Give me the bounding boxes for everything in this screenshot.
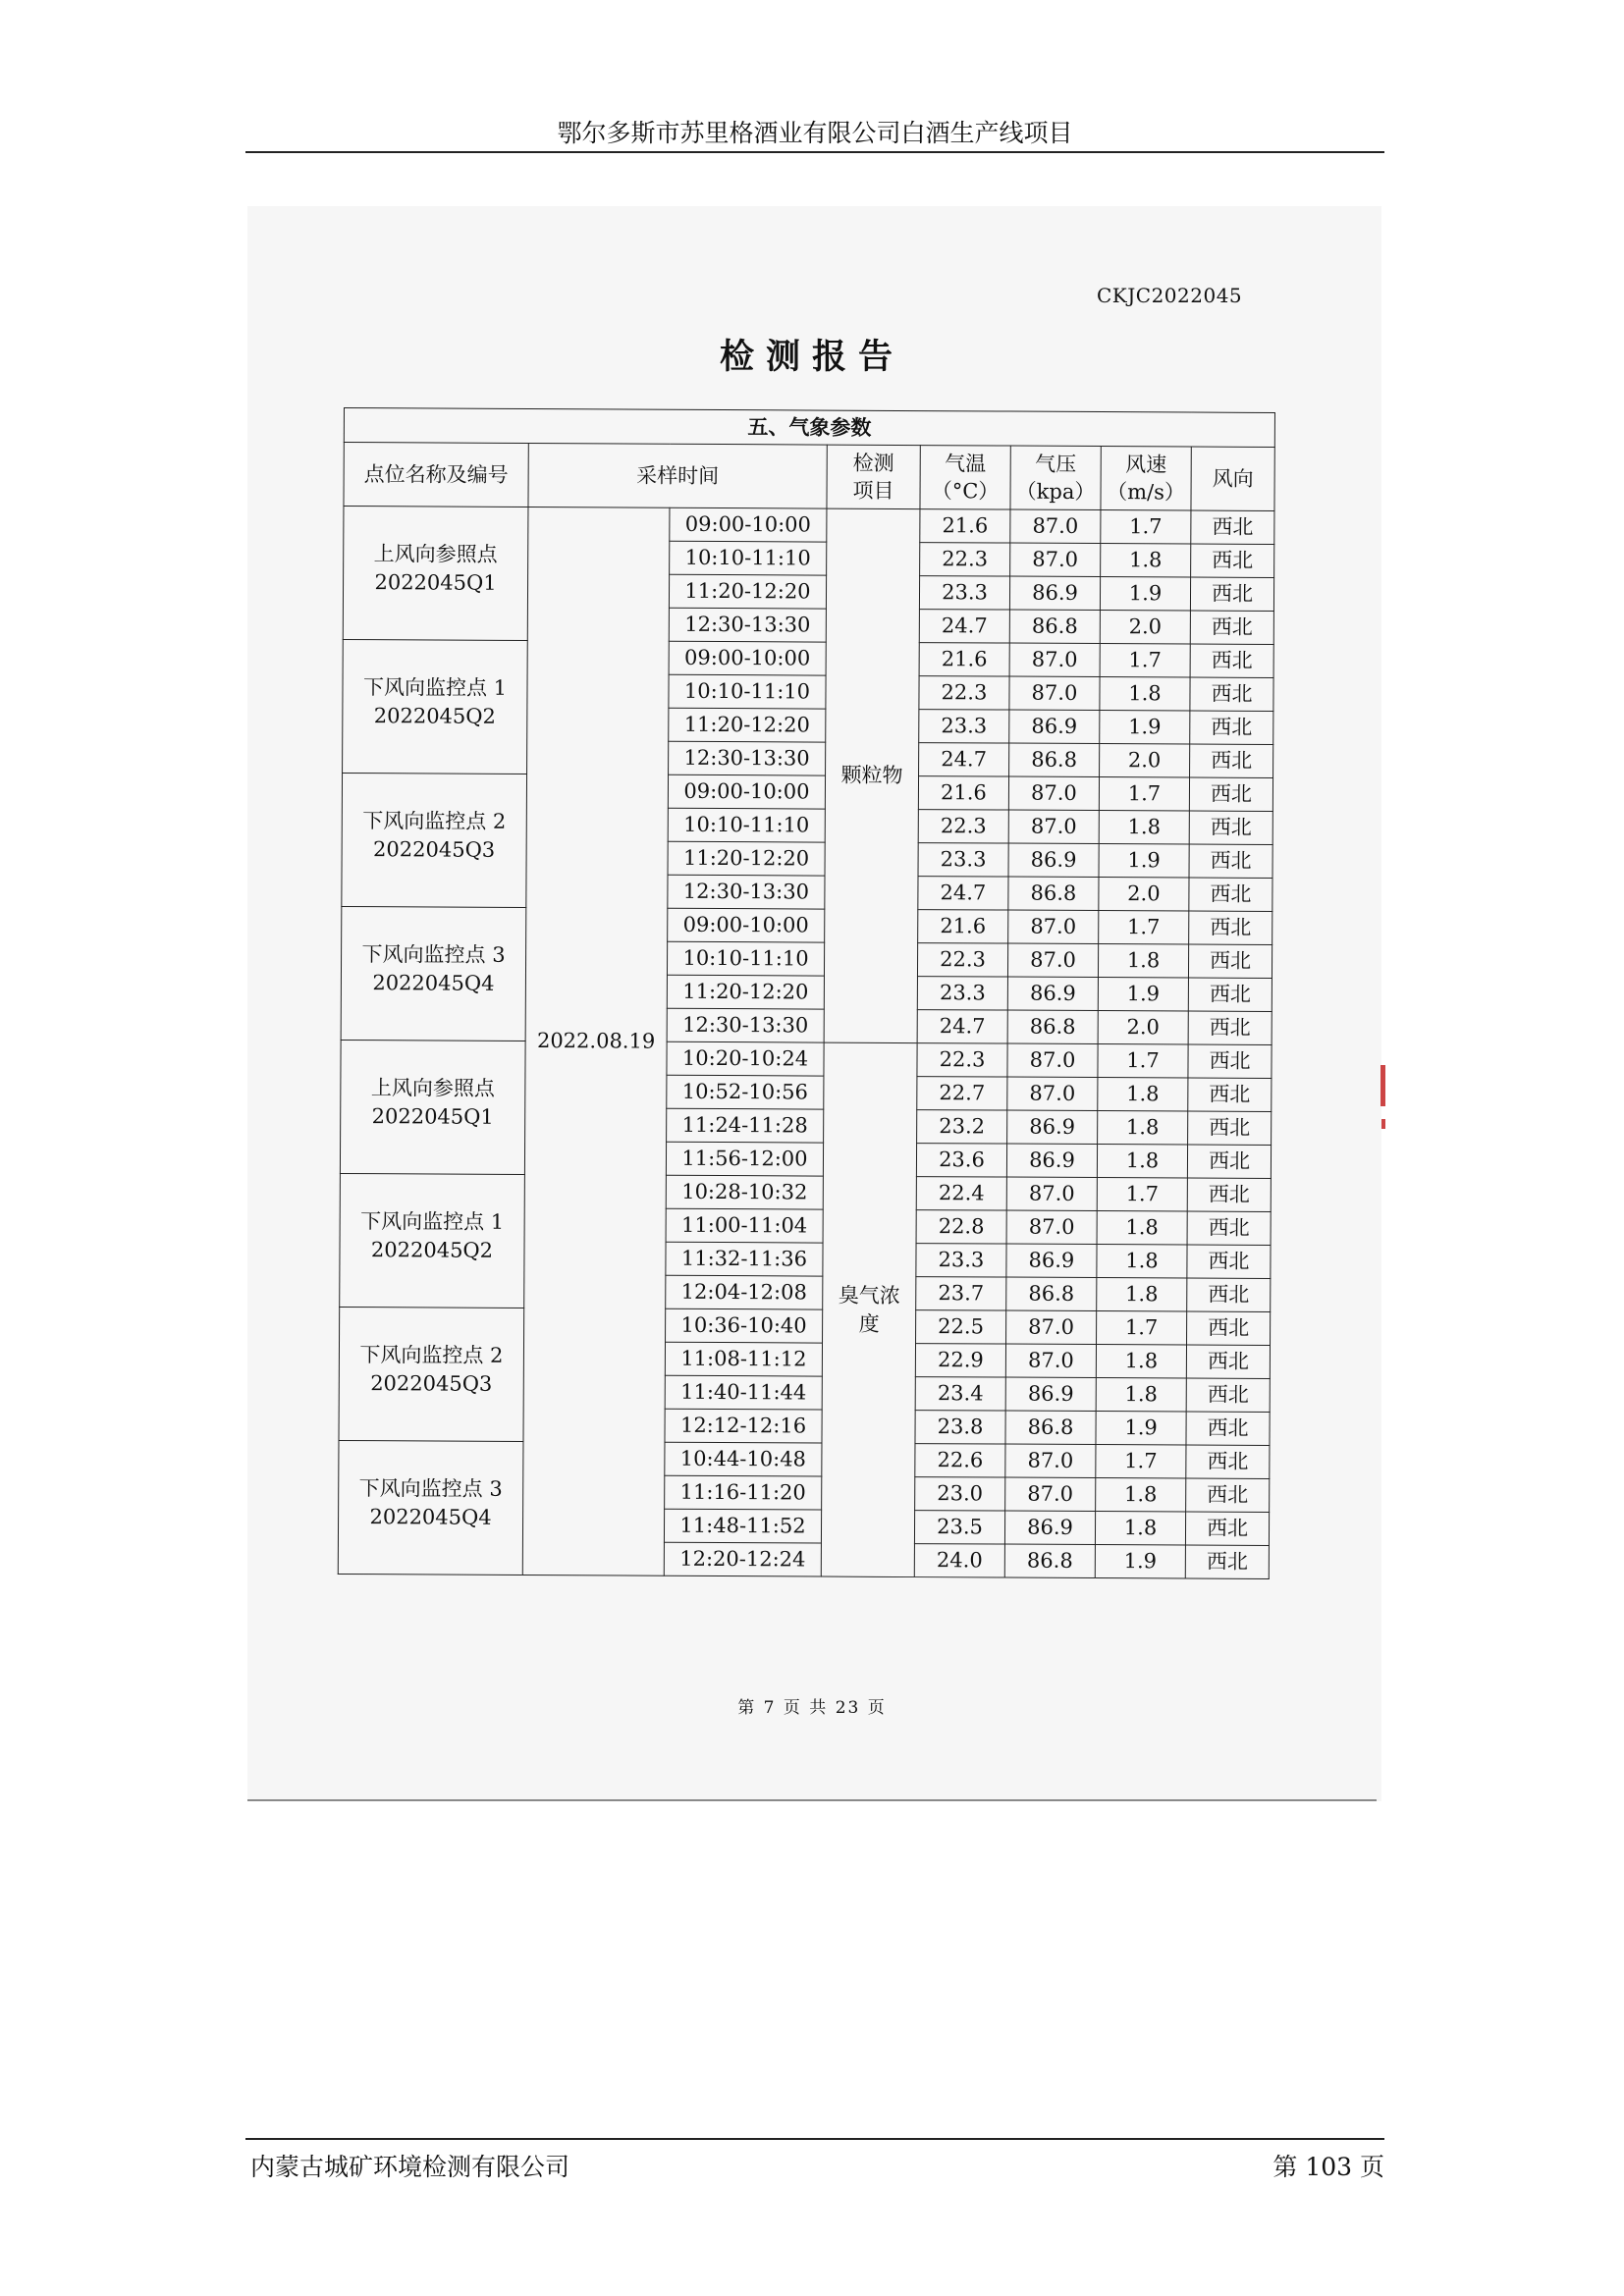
- footer-page: 第 103 页: [1272, 2153, 1384, 2181]
- pressure-cell: 86.8: [1008, 877, 1099, 910]
- temp-cell: 23.2: [917, 1110, 1007, 1144]
- temp-cell: 24.7: [919, 743, 1009, 776]
- page-header: [245, 108, 1384, 153]
- wind_dir-cell: 西北: [1187, 1245, 1271, 1278]
- site-cell: [341, 906, 526, 1041]
- wind_speed-cell: 2.0: [1099, 878, 1189, 911]
- sampling-time: 12:12-12:16: [665, 1409, 822, 1443]
- wind_speed-cell: 1.7: [1101, 510, 1191, 544]
- wind_speed-cell: 1.8: [1098, 1078, 1188, 1111]
- wind_dir-cell: 西北: [1186, 1445, 1270, 1478]
- sampling-time: 11:24-11:28: [667, 1108, 824, 1143]
- table-row: [342, 906, 1272, 944]
- temp-cell: 21.6: [919, 643, 1009, 676]
- temp-cell: 23.4: [915, 1377, 1005, 1411]
- site-cell: [338, 1440, 523, 1575]
- sampling-time: 12:20-12:24: [664, 1542, 821, 1576]
- site-name: 上风向参照点: [370, 1076, 495, 1100]
- temp-cell: 23.0: [915, 1477, 1005, 1511]
- table-row: [344, 507, 1274, 545]
- temp-cell: 22.6: [915, 1444, 1005, 1477]
- wind_speed-cell: 1.7: [1099, 777, 1189, 811]
- pressure-cell: 87.0: [1005, 1444, 1096, 1477]
- site-code: 2022045Q3: [373, 837, 496, 863]
- site-name: 下风向监控点 2: [362, 809, 507, 833]
- temp-cell: 23.5: [914, 1511, 1004, 1544]
- temp-cell: 23.3: [919, 576, 1009, 610]
- pressure-cell: 87.0: [1006, 1310, 1097, 1344]
- site-cell: [340, 1173, 525, 1308]
- wind_dir-cell: 西北: [1186, 1345, 1270, 1378]
- wind_dir-cell: 西北: [1186, 1412, 1270, 1445]
- sampling-time: 10:10-11:10: [669, 674, 826, 709]
- wind_dir-cell: 西北: [1187, 1178, 1271, 1211]
- table-row: [343, 639, 1273, 677]
- pressure-cell: 86.8: [1007, 1010, 1098, 1043]
- sampling-time: 09:00-10:00: [669, 641, 826, 675]
- wind_dir-cell: 西北: [1188, 1078, 1272, 1111]
- sampling-time: 12:30-13:30: [668, 875, 825, 909]
- sampling-time: 10:10-11:10: [668, 808, 825, 842]
- temp-cell: 24.7: [919, 610, 1009, 643]
- sampling-time: 09:00-10:00: [668, 774, 825, 809]
- temp-cell: 22.3: [920, 543, 1010, 576]
- temp-cell: 22.3: [917, 943, 1007, 977]
- table-row: [342, 773, 1272, 811]
- sampling-time: 10:10-11:10: [670, 541, 827, 575]
- pressure-cell: 87.0: [1010, 509, 1101, 543]
- pressure-cell: 86.9: [1006, 1144, 1097, 1177]
- wind_dir-cell: 西北: [1189, 811, 1272, 844]
- col-header-temp: 气温 （°C）: [920, 446, 1010, 509]
- wind_speed-cell: 1.9: [1098, 978, 1188, 1011]
- pressure-cell: 87.0: [1007, 1077, 1098, 1110]
- wind_dir-cell: 西北: [1189, 844, 1272, 878]
- site-code: 2022045Q1: [371, 1104, 494, 1130]
- wind_speed-cell: 1.8: [1096, 1345, 1186, 1378]
- wind_speed-cell: 1.8: [1100, 677, 1190, 711]
- pressure-cell: 87.0: [1007, 943, 1098, 977]
- sampling-time: 10:52-10:56: [667, 1075, 824, 1109]
- site-code: 2022045Q4: [372, 971, 495, 996]
- wind_speed-cell: 1.9: [1099, 844, 1189, 878]
- report-id: CKJC2022045: [1097, 284, 1243, 307]
- report-page-number: 第 7 页 共 23 页: [737, 1698, 887, 1718]
- wind_dir-cell: 西北: [1187, 1311, 1271, 1345]
- site-name: 下风向监控点 3: [358, 1476, 503, 1501]
- temp-cell: 23.3: [917, 977, 1007, 1010]
- red-seal-mark: [1380, 1065, 1385, 1106]
- temp-cell: 22.5: [916, 1310, 1006, 1344]
- temp-cell: 23.3: [919, 710, 1009, 743]
- wind_dir-cell: 西北: [1188, 944, 1272, 978]
- wind_dir-cell: 西北: [1190, 744, 1273, 777]
- pressure-cell: 86.9: [1009, 710, 1100, 743]
- pressure-cell: 86.9: [1005, 1377, 1096, 1411]
- sampling-time: 11:48-11:52: [664, 1509, 821, 1543]
- sampling-time: 11:32-11:36: [666, 1242, 823, 1276]
- temp-cell: 22.7: [917, 1077, 1007, 1110]
- header-title: 鄂尔多斯市苏里格酒业有限公司白酒生产线项目: [557, 119, 1073, 147]
- temp-cell: 21.6: [918, 910, 1008, 943]
- pressure-cell: 86.8: [1009, 610, 1100, 643]
- sampling-time: 09:00-10:00: [670, 507, 827, 542]
- wind_speed-cell: 1.8: [1096, 1378, 1186, 1412]
- wind_dir-cell: 西北: [1187, 1145, 1271, 1178]
- site-name: 下风向监控点 1: [362, 675, 508, 700]
- site-name: 下风向监控点 1: [360, 1209, 505, 1234]
- wind_speed-cell: 1.7: [1098, 1044, 1188, 1078]
- wind_speed-cell: 1.8: [1097, 1211, 1187, 1245]
- pressure-cell: 86.8: [1005, 1411, 1096, 1444]
- wind_dir-cell: 西北: [1190, 677, 1273, 711]
- sampling-time: 10:28-10:32: [666, 1175, 823, 1209]
- wind_speed-cell: 1.9: [1095, 1545, 1185, 1578]
- wind_speed-cell: 1.9: [1096, 1412, 1186, 1445]
- wind_speed-cell: 1.7: [1096, 1445, 1186, 1478]
- wind_dir-cell: 西北: [1188, 978, 1272, 1011]
- sampling-time: 11:20-12:20: [668, 841, 825, 876]
- sampling-time: 11:08-11:12: [665, 1342, 822, 1376]
- pressure-cell: 87.0: [1008, 910, 1099, 943]
- pressure-cell: 86.9: [1006, 1244, 1097, 1277]
- col-header-item: 检测 项目: [827, 445, 920, 508]
- temp-cell: 23.8: [915, 1411, 1005, 1444]
- sampling-time: 11:20-12:20: [669, 708, 826, 742]
- wind_dir-cell: 西北: [1185, 1512, 1269, 1545]
- header-row: [344, 443, 1274, 511]
- site-cell: [343, 507, 528, 641]
- wind_dir-cell: 西北: [1191, 544, 1274, 577]
- col-header-wind-dir: 风向: [1191, 447, 1274, 510]
- report-title: 检测报告: [719, 338, 904, 377]
- wind_dir-cell: 西北: [1190, 644, 1273, 677]
- meteorological-table: [338, 407, 1275, 1579]
- col-header-wind-speed: 风速 （m/s）: [1101, 447, 1191, 510]
- footer-company: 内蒙古城矿环境检测有限公司: [250, 2153, 570, 2181]
- pressure-cell: 86.9: [1009, 576, 1100, 610]
- wind_dir-cell: 西北: [1188, 1111, 1272, 1145]
- page-footer: [245, 2138, 1384, 2181]
- wind_speed-cell: 1.7: [1099, 911, 1189, 944]
- sampling-time: 11:20-12:20: [669, 574, 826, 609]
- pressure-cell: 87.0: [1005, 1477, 1096, 1511]
- temp-cell: 23.7: [916, 1277, 1006, 1310]
- sampling-time: 11:00-11:04: [666, 1208, 823, 1243]
- wind_dir-cell: 西北: [1186, 1478, 1270, 1512]
- temp-cell: 24.7: [918, 877, 1008, 910]
- wind_speed-cell: 2.0: [1098, 1011, 1188, 1044]
- temp-cell: 21.6: [920, 509, 1010, 543]
- wind_speed-cell: 1.8: [1098, 1111, 1188, 1145]
- pressure-cell: 87.0: [1008, 810, 1099, 843]
- red-seal-mark: [1381, 1119, 1385, 1129]
- pressure-cell: 87.0: [1006, 1210, 1097, 1244]
- wind_dir-cell: 西北: [1190, 611, 1273, 644]
- sampling-time: 10:44-10:48: [665, 1442, 822, 1476]
- site-cell: [339, 1307, 524, 1441]
- wind_dir-cell: 西北: [1191, 510, 1274, 544]
- temp-cell: 24.0: [914, 1544, 1004, 1577]
- wind_dir-cell: 西北: [1188, 1011, 1272, 1044]
- site-cell: [340, 1040, 525, 1174]
- table-row: [339, 1440, 1270, 1478]
- table-row: [340, 1173, 1271, 1211]
- sampling-time: 11:16-11:20: [665, 1475, 822, 1510]
- pressure-cell: 87.0: [1009, 643, 1100, 676]
- site-cell: [343, 639, 528, 774]
- wind_dir-cell: 西北: [1189, 878, 1272, 911]
- pressure-cell: 86.8: [1006, 1277, 1097, 1310]
- wind_dir-cell: 西北: [1185, 1545, 1269, 1578]
- wind_dir-cell: 西北: [1187, 1278, 1271, 1311]
- wind_speed-cell: 1.8: [1097, 1245, 1187, 1278]
- temp-cell: 22.8: [916, 1210, 1006, 1244]
- site-code: 2022045Q1: [374, 570, 497, 596]
- wind_dir-cell: 西北: [1189, 777, 1272, 811]
- sampling-time: 09:00-10:00: [668, 908, 825, 942]
- sampling-time: 10:20-10:24: [667, 1041, 824, 1076]
- wind_speed-cell: 1.8: [1096, 1478, 1186, 1512]
- pressure-cell: 86.8: [1009, 743, 1100, 776]
- wind_dir-cell: 西北: [1186, 1378, 1270, 1412]
- pressure-cell: 86.9: [1008, 843, 1099, 877]
- pressure-cell: 86.9: [1007, 1110, 1098, 1144]
- sampling-time: 10:10-11:10: [667, 941, 824, 976]
- pressure-cell: 87.0: [1009, 676, 1100, 710]
- wind_speed-cell: 1.8: [1097, 1145, 1187, 1178]
- pressure-cell: 86.9: [1007, 977, 1098, 1010]
- site-cell: [342, 773, 527, 907]
- site-code: 2022045Q4: [369, 1505, 492, 1530]
- sampling-time: 11:56-12:00: [666, 1142, 823, 1176]
- wind_speed-cell: 1.8: [1097, 1278, 1187, 1311]
- section-row: [344, 408, 1274, 448]
- site-name: 上风向参照点: [373, 542, 498, 566]
- sampling-time: 11:40-11:44: [665, 1375, 822, 1410]
- wind_speed-cell: 1.9: [1100, 577, 1190, 611]
- wind_dir-cell: 西北: [1187, 1211, 1271, 1245]
- pressure-cell: 87.0: [1006, 1177, 1097, 1210]
- wind_speed-cell: 2.0: [1100, 611, 1190, 644]
- temp-cell: 23.3: [916, 1244, 1006, 1277]
- col-header-time: 采样时间: [528, 443, 827, 508]
- sampling-time: 12:30-13:30: [669, 608, 826, 642]
- site-name: 下风向监控点 2: [359, 1343, 504, 1367]
- sampling-time: 10:36-10:40: [666, 1308, 823, 1343]
- pressure-cell: 87.0: [1007, 1043, 1098, 1077]
- wind_speed-cell: 1.8: [1095, 1512, 1185, 1545]
- wind_speed-cell: 1.8: [1101, 544, 1191, 577]
- pressure-cell: 87.0: [1010, 543, 1101, 576]
- temp-cell: 23.6: [916, 1144, 1006, 1177]
- sampling-time: 12:30-13:30: [669, 741, 826, 775]
- scan-edge-line: [247, 1799, 1377, 1801]
- col-header-pressure: 气压 （kpa）: [1010, 446, 1101, 509]
- pressure-cell: 87.0: [1005, 1344, 1096, 1377]
- wind_speed-cell: 1.8: [1098, 944, 1188, 978]
- table-row: [340, 1307, 1271, 1345]
- col-header-site: 点位名称及编号: [344, 443, 528, 507]
- sampling-time: 11:20-12:20: [667, 975, 824, 1009]
- test-item: 颗粒物: [824, 508, 920, 1042]
- wind_speed-cell: 1.7: [1097, 1178, 1187, 1211]
- site-code: 2022045Q2: [373, 704, 496, 729]
- sampling-time: 12:30-13:30: [667, 1008, 824, 1042]
- wind_speed-cell: 2.0: [1100, 744, 1190, 777]
- temp-cell: 21.6: [918, 776, 1008, 810]
- temp-cell: 22.3: [919, 676, 1009, 710]
- wind_speed-cell: 1.7: [1097, 1311, 1187, 1345]
- wind_speed-cell: 1.8: [1099, 811, 1189, 844]
- wind_speed-cell: 1.7: [1100, 644, 1190, 677]
- section-title: 五、气象参数: [344, 408, 1274, 448]
- temp-cell: 22.3: [918, 810, 1008, 843]
- pressure-cell: 86.8: [1004, 1544, 1095, 1577]
- pressure-cell: 86.9: [1004, 1511, 1095, 1544]
- site-code: 2022045Q2: [370, 1238, 494, 1263]
- wind_dir-cell: 西北: [1189, 911, 1272, 944]
- test-item: 臭气浓度: [821, 1042, 917, 1576]
- pressure-cell: 87.0: [1008, 776, 1099, 810]
- wind_speed-cell: 1.9: [1100, 711, 1190, 744]
- table-row: [341, 1040, 1272, 1078]
- temp-cell: 23.3: [918, 843, 1008, 877]
- temp-cell: 24.7: [917, 1010, 1007, 1043]
- wind_dir-cell: 西北: [1190, 577, 1273, 611]
- sampling-date: 2022.08.19: [522, 507, 670, 1575]
- temp-cell: 22.9: [915, 1344, 1005, 1377]
- site-name: 下风向监控点 3: [361, 942, 506, 967]
- sampling-time: 12:04-12:08: [666, 1275, 823, 1309]
- wind_dir-cell: 西北: [1190, 711, 1273, 744]
- wind_dir-cell: 西北: [1188, 1044, 1272, 1078]
- temp-cell: 22.3: [917, 1043, 1007, 1077]
- temp-cell: 22.4: [916, 1177, 1006, 1210]
- site-code: 2022045Q3: [370, 1371, 493, 1397]
